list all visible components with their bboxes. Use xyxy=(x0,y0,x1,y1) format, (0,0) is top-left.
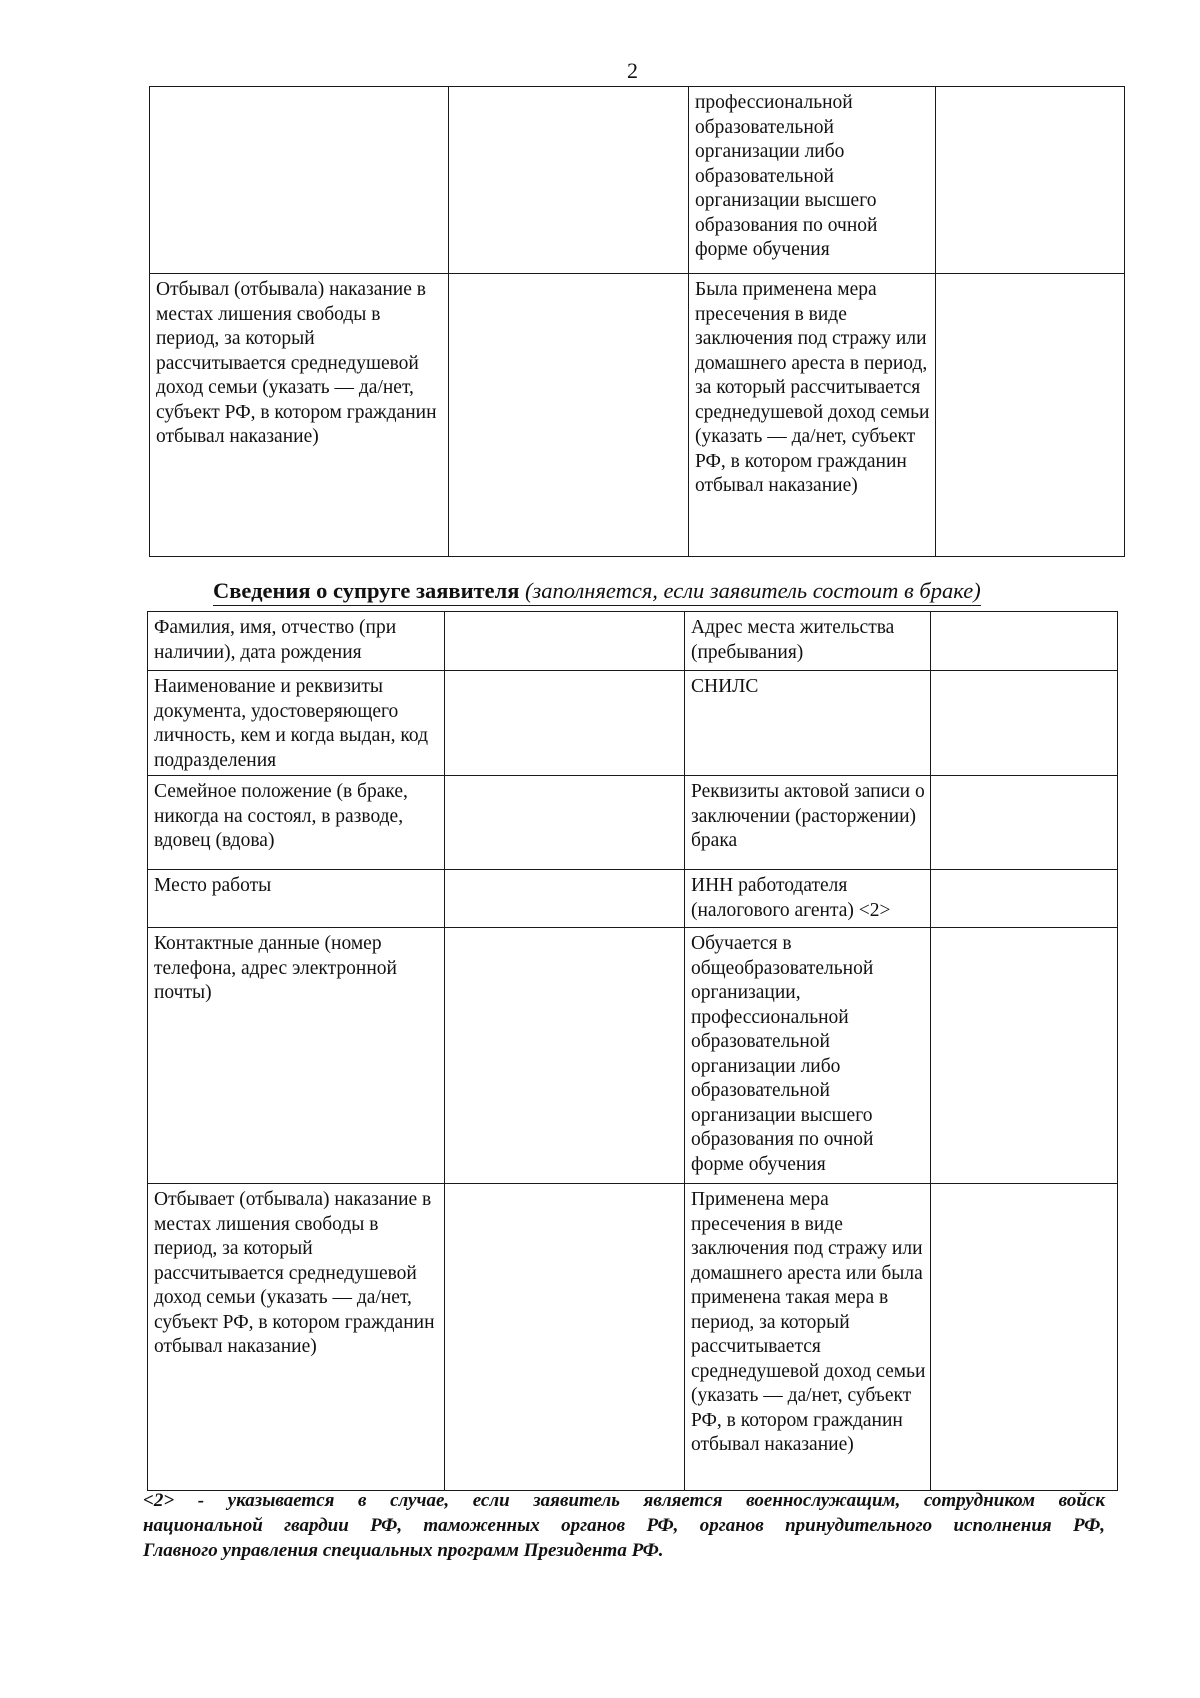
value-field[interactable] xyxy=(445,1184,685,1491)
label-cell: Наименование и реквизиты документа, удостоверяющего личность, кем и когда выдан, код подразделения xyxy=(148,671,445,776)
table-row xyxy=(150,274,1125,557)
value-field[interactable] xyxy=(445,671,685,776)
label-cell: СНИЛС xyxy=(685,671,931,776)
label-cell: Реквизиты актовой записи о заключении (расторжении) брака xyxy=(685,776,931,870)
page-number: 2 xyxy=(627,58,638,83)
label-cell: ИНН работодателя (налогового агента) <2> xyxy=(685,870,931,928)
value-field[interactable] xyxy=(936,274,1125,557)
label-cell: Обучается в общеобразовательной организации, профессиональной образовательной организации либо образовательной организации высшего образования по очной форме обучения xyxy=(685,928,931,1184)
spouse-details-table xyxy=(147,611,1118,1491)
label-cell: Семейное положение (в браке, никогда на состоял, в разводе, вдовец (вдова) xyxy=(148,776,445,870)
label-cell: Была применена мера пресечения в виде заключения под стражу или домашнего ареста в период, за который рассчитывается среднедушевой доход семьи (указать — да/нет, субъект РФ, в котором гражданин отбывал наказание) xyxy=(689,274,936,557)
value-field[interactable] xyxy=(931,928,1118,1184)
footnote-line: <2> - указывается в случае, если заявитель является военнослужащим, сотрудником войск xyxy=(143,1490,1105,1511)
table-row xyxy=(148,1184,1118,1491)
footnote xyxy=(143,1488,1105,1563)
table-row xyxy=(148,928,1118,1184)
label-cell: Отбывает (отбывала) наказание в местах лишения свободы в период, за который рассчитывается среднедушевой доход семьи (указать — да/нет, субъект РФ, в котором гражданин отбывал наказание) xyxy=(148,1184,445,1491)
value-field[interactable] xyxy=(931,776,1118,870)
table-row xyxy=(148,671,1118,776)
label-cell: Применена мера пресечения в виде заключения под стражу или домашнего ареста или была применена такая мера в период, за который рассчитывается среднедушевой доход семьи (указать — да/нет, субъект РФ, в котором гражданин отбывал наказание) xyxy=(685,1184,931,1491)
label-cell: профессиональной образовательной организации либо образовательной организации высшего образования по очной форме обучения xyxy=(689,87,936,274)
table-row xyxy=(148,776,1118,870)
table-row xyxy=(150,87,1125,274)
section-note: (заполняется, если заявитель состоит в браке) xyxy=(525,578,981,603)
value-field[interactable] xyxy=(445,776,685,870)
label-cell xyxy=(150,87,449,274)
table-row xyxy=(148,870,1118,928)
section-heading xyxy=(213,577,981,606)
value-field[interactable] xyxy=(445,870,685,928)
value-field[interactable] xyxy=(931,612,1118,671)
value-field[interactable] xyxy=(449,274,689,557)
value-field[interactable] xyxy=(931,1184,1118,1491)
label-cell: Отбывал (отбывала) наказание в местах лишения свободы в период, за который рассчитывается среднедушевой доход семьи (указать — да/нет, субъект РФ, в котором гражданин отбывал наказание) xyxy=(150,274,449,557)
label-cell: Контактные данные (номер телефона, адрес электронной почты) xyxy=(148,928,445,1184)
label-cell: Место работы xyxy=(148,870,445,928)
value-field[interactable] xyxy=(449,87,689,274)
table-row xyxy=(148,612,1118,671)
value-field[interactable] xyxy=(931,671,1118,776)
value-field[interactable] xyxy=(936,87,1125,274)
section-title: Сведения о супруге заявителя xyxy=(213,578,520,603)
footnote-line: Главного управления специальных программ Президента РФ. xyxy=(143,1540,664,1561)
value-field[interactable] xyxy=(931,870,1118,928)
label-cell: Адрес места жительства (пребывания) xyxy=(685,612,931,671)
applicant-details-table-continued xyxy=(149,86,1125,557)
footnote-line: национальной гвардии РФ, таможенных органов РФ, органов принудительного исполнения РФ, xyxy=(143,1515,1105,1536)
value-field[interactable] xyxy=(445,612,685,671)
label-cell: Фамилия, имя, отчество (при наличии), дата рождения xyxy=(148,612,445,671)
value-field[interactable] xyxy=(445,928,685,1184)
